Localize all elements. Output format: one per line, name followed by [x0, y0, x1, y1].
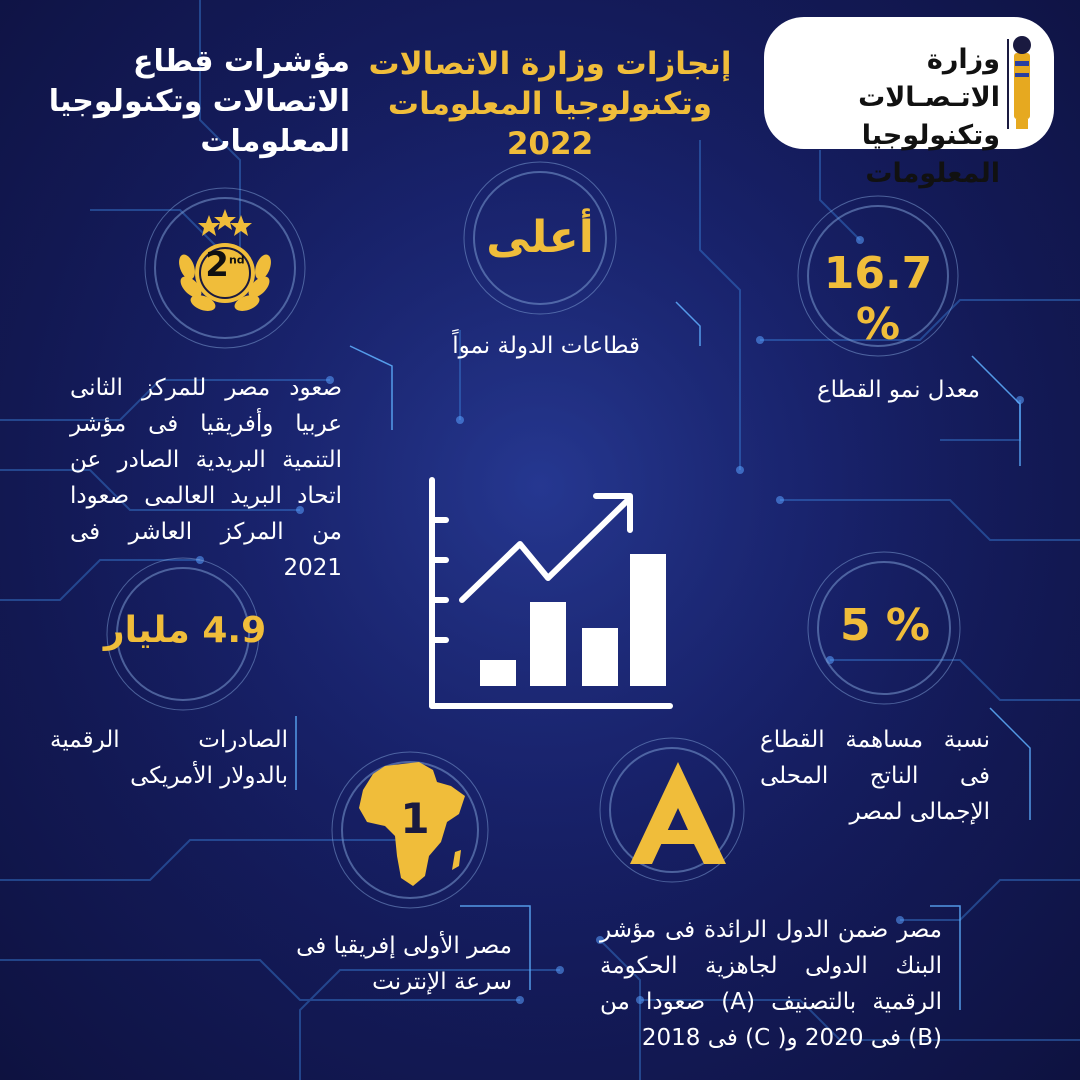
contribution-value: 5 %	[839, 600, 931, 651]
logo-line2: وتكنولوجيا المعلومات	[861, 120, 1000, 189]
growth-chart-icon	[420, 470, 680, 720]
pharaoh-figure-icon	[1004, 33, 1040, 133]
letter-a-icon	[628, 760, 728, 870]
section-title: مؤشرات قطاع الاتصالات وتكنولوجيا المعلومات	[48, 44, 350, 159]
internet-speed-label: مصر الأولى إفريقيا فى سرعة الإنترنت	[296, 933, 512, 995]
exports-value: 4.9 مليار	[103, 610, 267, 651]
highest-label: قطاعات الدولة نمواً	[452, 333, 640, 359]
page-title-line1: إنجازات وزارة الاتصالات	[368, 46, 732, 82]
highest-value: أعلى	[486, 212, 594, 263]
growth-rate-value: 16.7 %	[823, 248, 933, 350]
contribution-label: نسبة مساهمة القطاع فى الناتج المحلى الإجمالى لمصر	[760, 727, 990, 825]
gov-readiness-text: مصر ضمن الدول الرائدة فى مؤشر البنك الدولى لجاهزية الحكومة الرقمية بالتصنيف (A) صعودا من (B) فى 2020 و( C) فى 2018	[600, 917, 942, 1051]
page-title	[360, 44, 740, 164]
internet-rank-badge: 1	[400, 794, 430, 843]
ministry-logo	[764, 17, 1054, 189]
logo-line1: وزارة الاتـصـالات	[858, 44, 1000, 113]
postal-index-text: صعود مصر للمركز الثانى عربيا وأفريقيا فى مؤشر التنمية البريدية الصادر عن اتحاد البريد العالمى صعودا من المركز العاشر فى 2021	[70, 375, 342, 581]
logo-text	[778, 41, 1000, 193]
page-title-line2: وتكنولوجيا المعلومات 2022	[387, 86, 713, 162]
postal-rank-suffix: nd	[228, 253, 245, 267]
postal-rank-number: 2	[205, 245, 229, 285]
postal-rank-badge	[205, 245, 245, 285]
exports-label: الصادرات الرقمية بالدولار الأمريكى	[50, 727, 288, 789]
growth-rate-label: معدل نمو القطاع	[816, 377, 980, 403]
